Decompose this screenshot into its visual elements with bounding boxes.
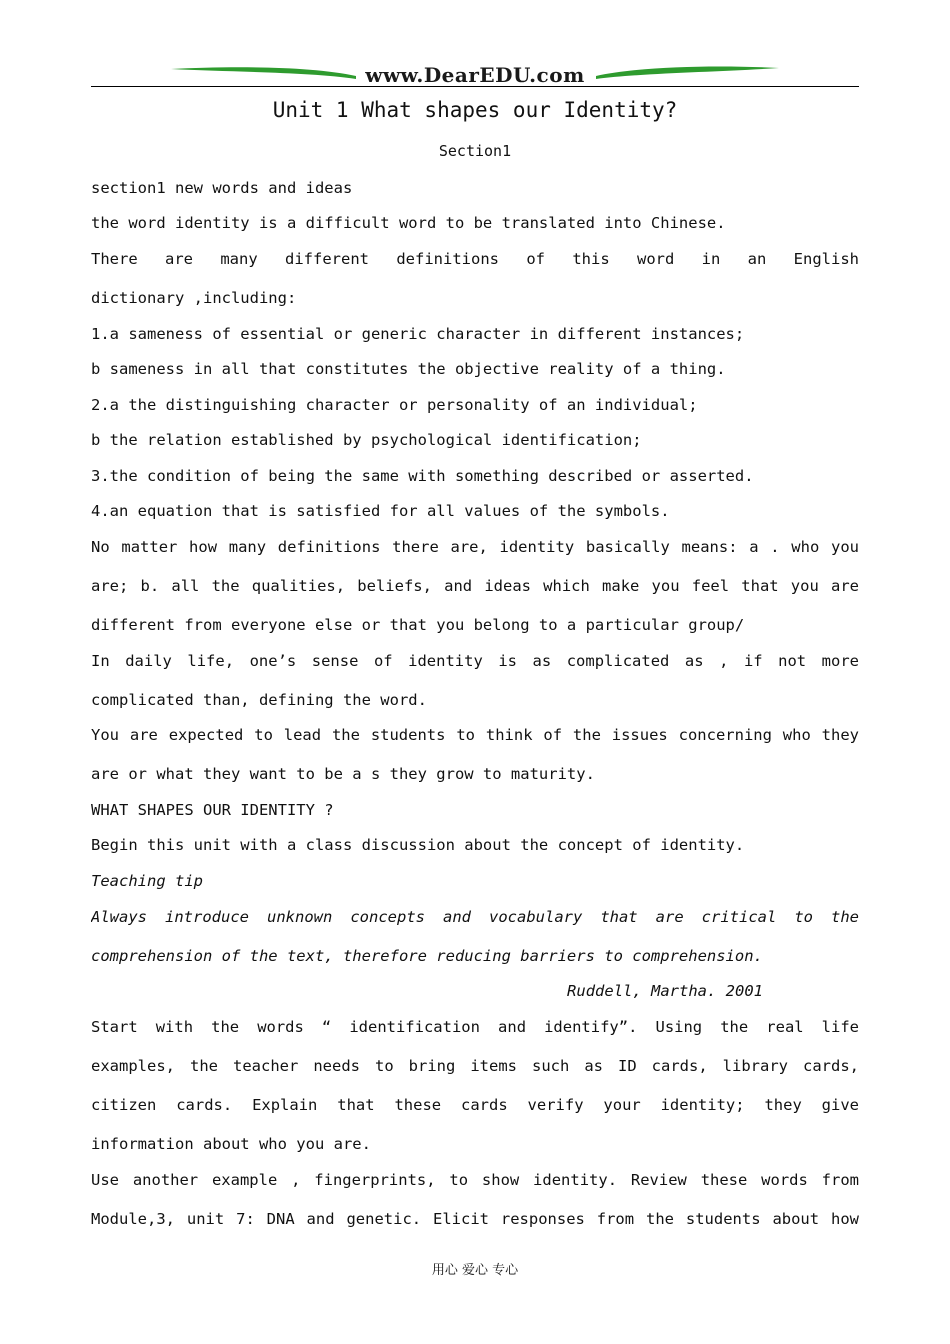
text-line: WHAT SHAPES OUR IDENTITY ?	[91, 801, 334, 819]
teaching-tip-heading: Teaching tip	[91, 872, 203, 890]
text-line: examples, the teacher needs to bring items such as ID cards, library cards,	[91, 1057, 859, 1075]
teaching-tip-text: Always introduce unknown concepts and vocabulary that are critical to the	[91, 908, 859, 926]
citation: Ruddell, Martha. 2001	[567, 982, 763, 1000]
logo-text: www.DearEDU.com	[365, 63, 585, 87]
text-line: information about who you are.	[91, 1135, 371, 1153]
text-line: dictionary ,including:	[91, 289, 297, 307]
page-footer: 用心 爱心 专心	[431, 1263, 519, 1278]
section-subtitle: Section1	[438, 142, 512, 160]
text-line: are or what they want to be a s they grow to maturity.	[91, 765, 595, 783]
text-line: No matter how many definitions there are, identity basically means: a . who you	[91, 538, 859, 556]
text-line: Use another example , fingerprints, to show identity. Review these words from	[91, 1171, 859, 1189]
text-line: different from everyone else or that you belong to a particular group/	[91, 616, 745, 634]
text-line: citizen cards. Explain that these cards verify your identity; they give	[91, 1096, 859, 1114]
text-line: You are expected to lead the students to think of the issues concerning who they	[91, 726, 859, 744]
text-line: In daily life, one’s sense of identity is as complicated as , if not more	[91, 652, 859, 670]
text-line: Start with the words “ identification and identify”. Using the real life	[91, 1018, 859, 1036]
text-line: complicated than, defining the word.	[91, 691, 427, 709]
text-line: 1.a sameness of essential or generic character in different instances;	[91, 325, 745, 343]
page-title: Unit 1 What shapes our Identity?	[272, 98, 678, 122]
text-line: the word identity is a difficult word to be translated into Chinese.	[91, 214, 726, 232]
text-line: b the relation established by psychological identification;	[91, 431, 642, 449]
text-line: are; b. all the qualities, beliefs, and ideas which make you feel that you are	[91, 577, 859, 595]
page-header	[91, 62, 859, 90]
teaching-tip-text: comprehension of the text, therefore reducing barriers to comprehension.	[91, 947, 763, 965]
text-line: Module,3, unit 7: DNA and genetic. Elicit responses from the students about how	[91, 1210, 859, 1228]
text-line: Begin this unit with a class discussion about the concept of identity.	[91, 836, 745, 854]
text-line: 3.the condition of being the same with something described or asserted.	[91, 467, 754, 485]
text-line: b sameness in all that constitutes the objective reality of a thing.	[91, 360, 726, 378]
text-line: There are many different definitions of this word in an English	[91, 250, 859, 268]
text-line: section1 new words and ideas	[91, 179, 353, 197]
text-line: 4.an equation that is satisfied for all values of the symbols.	[91, 502, 670, 520]
header-rule	[91, 86, 859, 87]
text-line: 2.a the distinguishing character or personality of an individual;	[91, 396, 698, 414]
site-logo	[171, 62, 779, 88]
